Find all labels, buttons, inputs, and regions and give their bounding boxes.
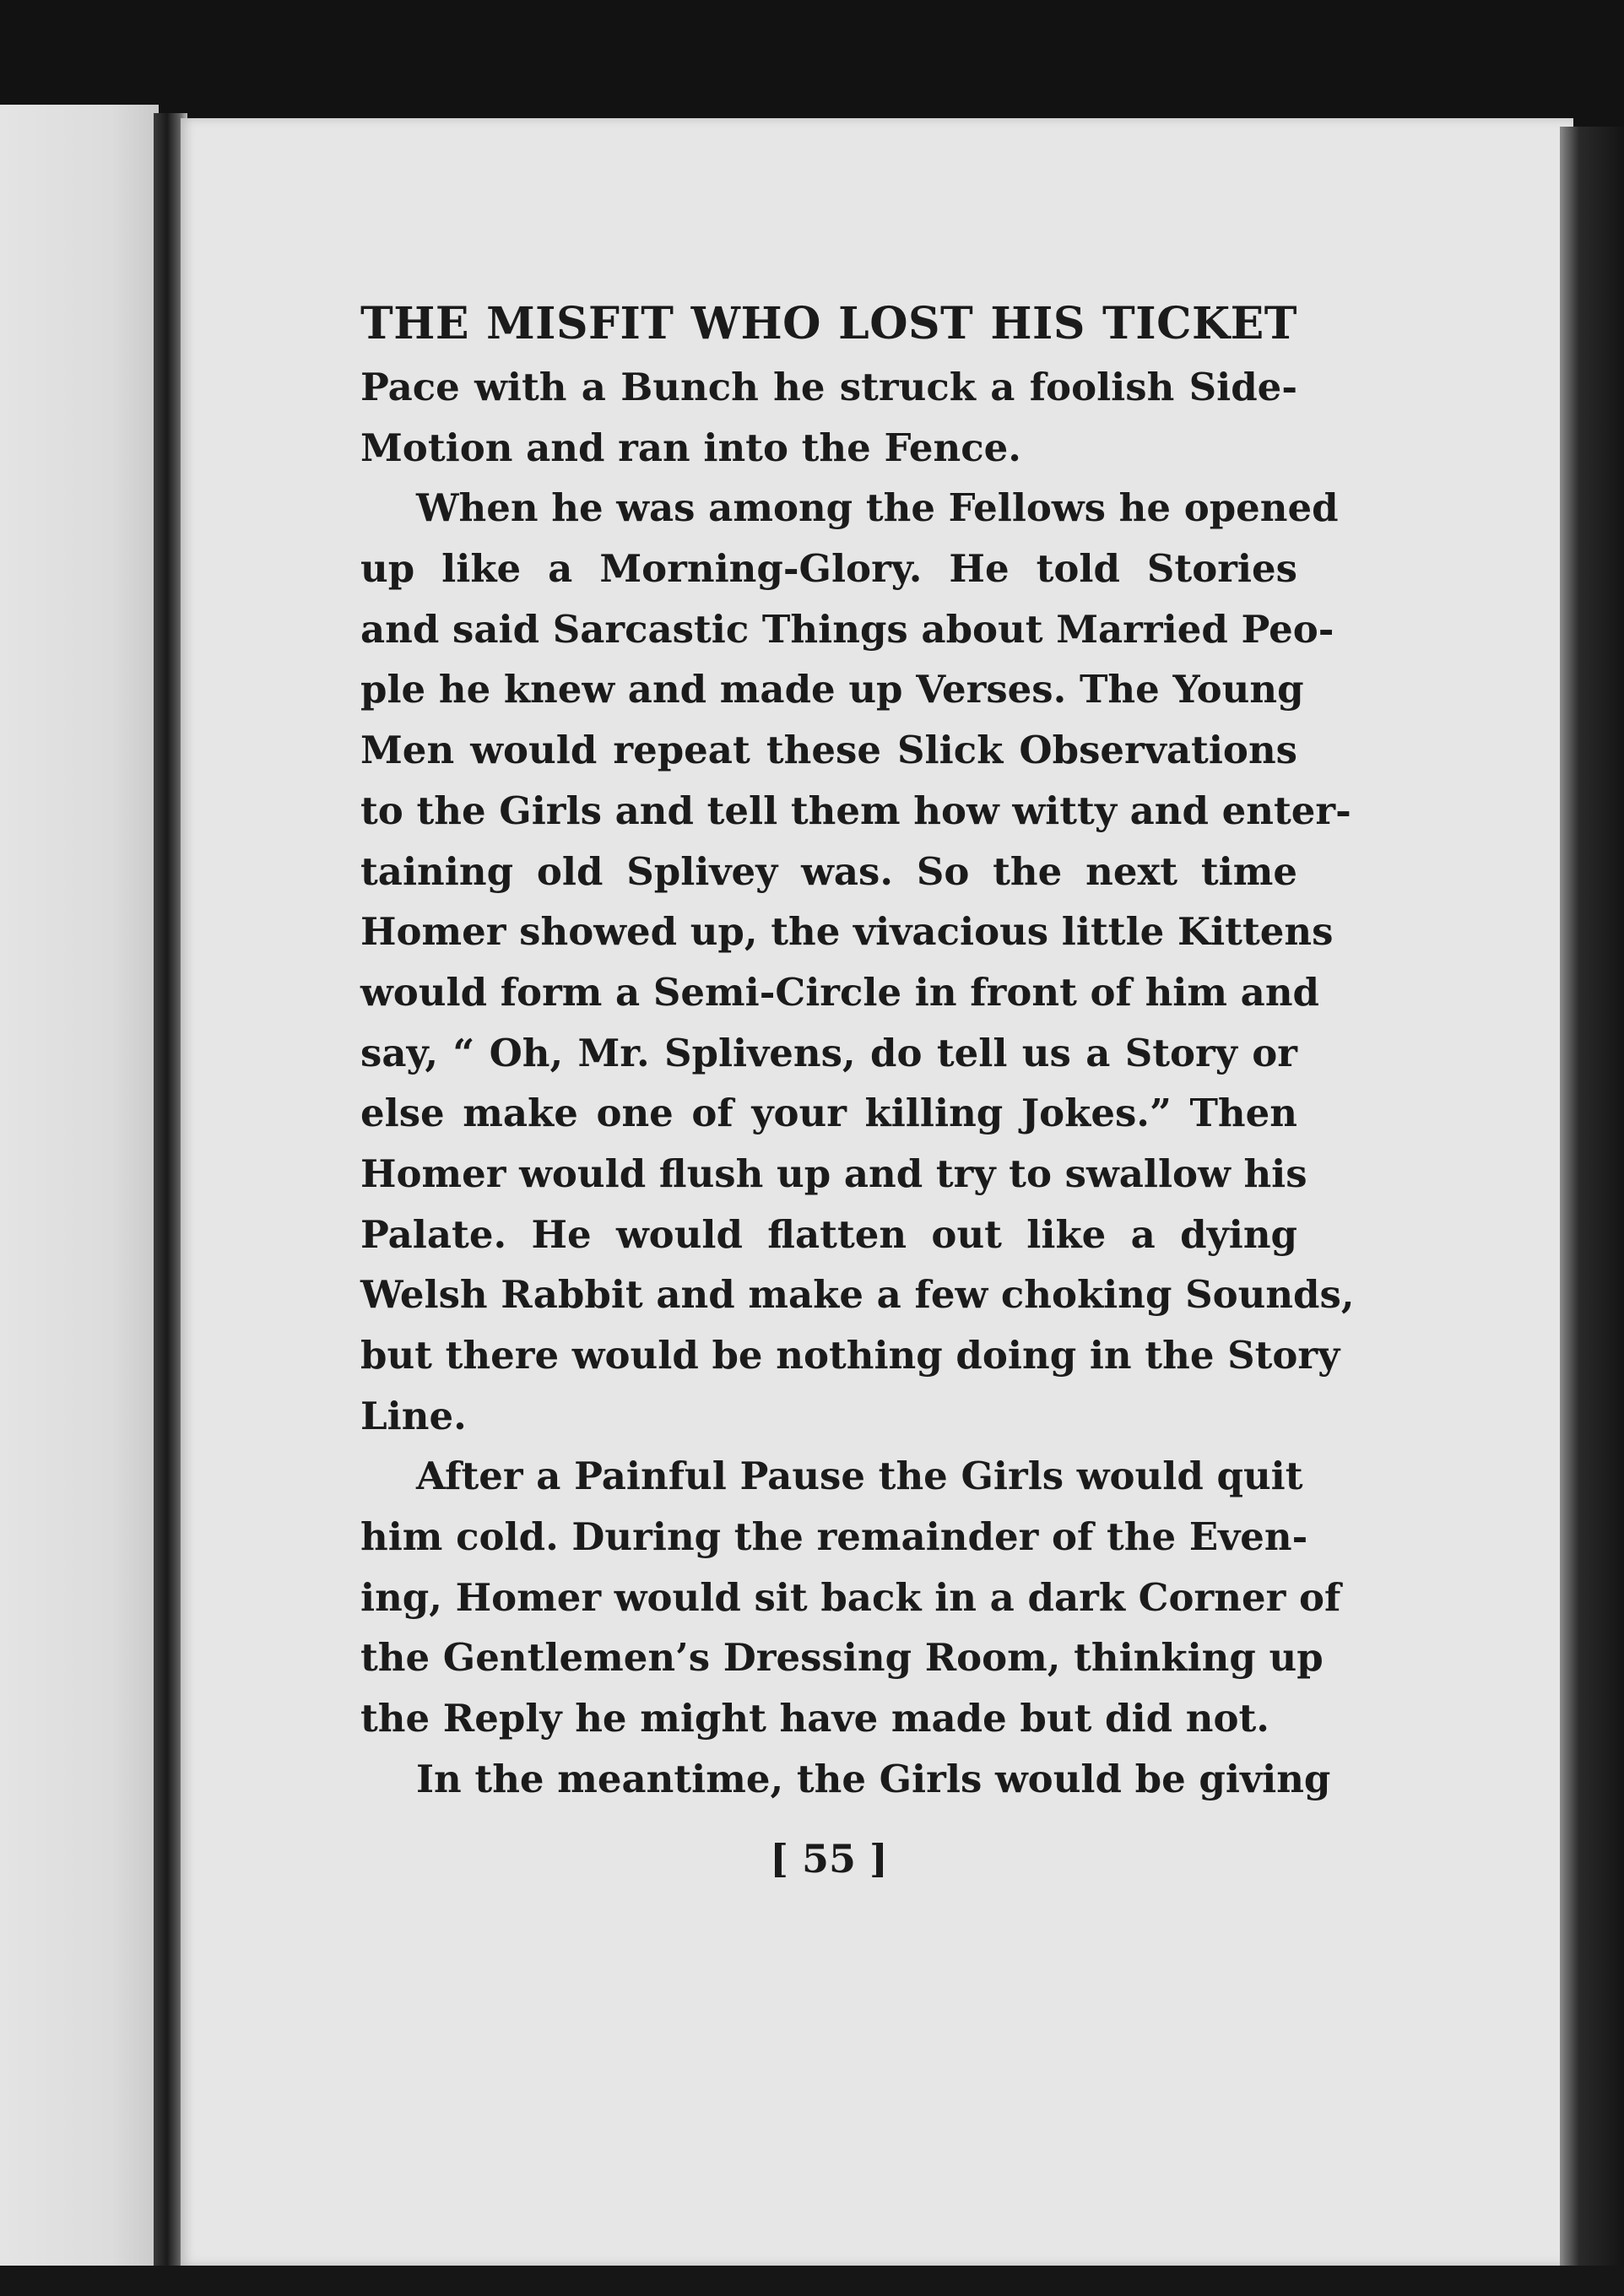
text-line: ing, Homer would sit back in a dark Corner of xyxy=(360,1574,1341,1620)
left-page-edge xyxy=(0,105,159,2266)
running-head: THE MISFIT WHO LOST HIS TICKET xyxy=(360,298,1297,349)
text-line: ple he knew and made up Verses. The Young xyxy=(360,667,1304,712)
page-right-edge-shadow xyxy=(1560,127,1624,2296)
page-number: [ 55 ] xyxy=(770,1836,888,1882)
text-line: would form a Semi-Circle in front of him and xyxy=(360,969,1320,1015)
text-line: Motion and ran into the Fence. xyxy=(360,425,1021,470)
text-line: the Reply he might have made but did not. xyxy=(360,1696,1269,1741)
text-line: Palate. He would flatten out like a dying xyxy=(360,1211,1297,1257)
text-line: else make one of your killing Jokes.” Then xyxy=(360,1091,1297,1136)
page-text-block xyxy=(360,291,1355,1810)
scan-bottom-border xyxy=(0,2266,1624,2296)
text-line: Pace with a Bunch he struck a foolish Side- xyxy=(360,365,1297,409)
text-line: Line. xyxy=(360,1393,467,1438)
text-line: up like a Morning-Glory. He told Stories xyxy=(360,546,1297,592)
text-line: say, “ Oh, Mr. Splivens, do tell us a Story or xyxy=(360,1030,1297,1075)
text-line: Welsh Rabbit and make a few choking Sounds, xyxy=(360,1272,1355,1318)
text-line: him cold. During the remainder of the Even- xyxy=(360,1514,1308,1560)
paragraph-first-line: After a Painful Pause the Girls would quit xyxy=(416,1454,1303,1499)
text-line: and said Sarcastic Things about Married Peo- xyxy=(360,606,1334,652)
text-line: to the Girls and tell them how witty and enter- xyxy=(360,788,1351,833)
text-line: but there would be nothing doing in the Story xyxy=(360,1333,1340,1378)
text-line: taining old Splivey was. So the next time xyxy=(360,848,1297,894)
paragraph-first-line: In the meantime, the Girls would be giving xyxy=(416,1756,1331,1801)
text-line: Homer showed up, the vivacious little Kittens xyxy=(360,909,1334,955)
text-line: Homer would flush up and try to swallow his xyxy=(360,1151,1307,1196)
text-line: the Gentlemen’s Dressing Room, thinking up xyxy=(360,1635,1324,1681)
text-line: Men would repeat these Slick Observations xyxy=(360,728,1297,773)
paragraph-first-line: When he was among the Fellows he opened xyxy=(416,485,1339,531)
